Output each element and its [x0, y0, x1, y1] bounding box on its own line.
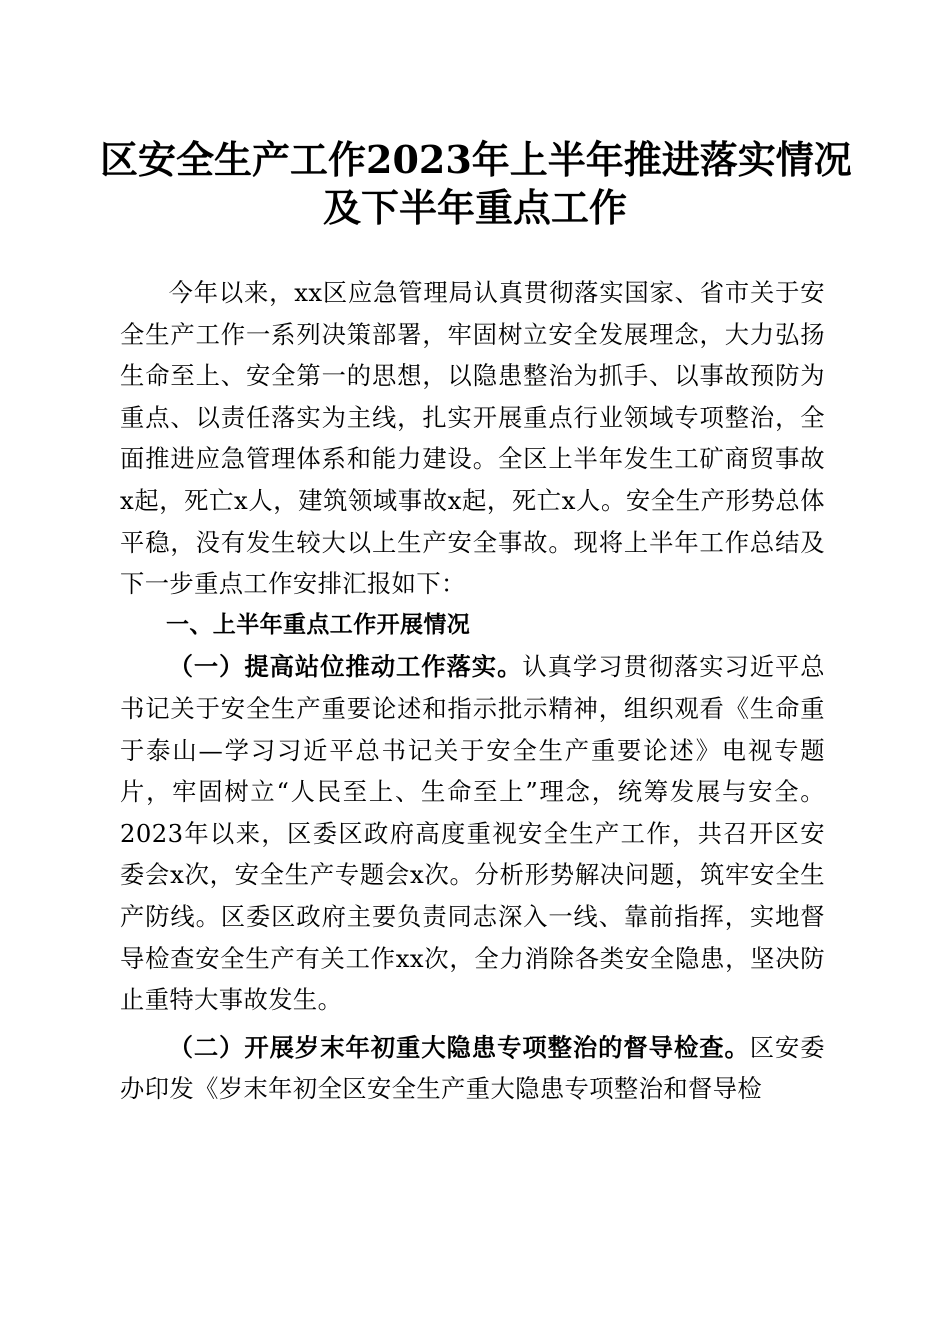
document-title-line-1: 区安全生产工作2023年上半年推进落实情况	[100, 137, 852, 182]
section-heading: 一、上半年重点工作开展情况	[166, 611, 471, 638]
item-2-lead: （二）开展岁末年初重大隐患专项整治的督导检查。	[168, 1032, 750, 1062]
item-2-body: 区安委办印发《岁末年初全区安全生产重大隐患专项整治和督导检	[120, 1032, 825, 1104]
item-1-lead: （一）提高站位推动工作落实。	[168, 652, 523, 682]
document-title-line-2: 及下半年重点工作	[322, 185, 627, 230]
item-1-paragraph	[120, 646, 825, 1020]
intro-paragraph: 今年以来，xx区应急管理局认真贯彻落实国家、省市关于安全生产工作一系列决策部署，牢固树立安全发展理念，大力弘扬生命至上、安全第一的思想，以隐患整治为抓手、以事故预防为重点、以责任落实为主线，扎实开展重点行业领域专项整治，全面推进应急管理体系和能力建设。全区上半年发生工矿商贸事故x起，死亡x人，建筑领域事故x起，死亡x人。安全生产形势总体平稳，没有发生较大以上生产安全事故。现将上半年工作总结及下一步重点工作安排汇报如下：	[120, 278, 825, 599]
document-body	[120, 272, 825, 1110]
item-1-body: 认真学习贯彻落实习近平总书记关于安全生产重要论述和指示批示精神，组织观看《生命重于泰山—学习习近平总书记关于安全生产重要论述》电视专题片，牢固树立“人民至上、生命至上”理念，统筹发展与安全。2023年以来，区委区政府高度重视安全生产工作，共召开区安委会x次，安全生产专题会x次。分析形势解决问题，筑牢安全生产防线。区委区政府主要负责同志深入一线、靠前指挥，实地督导检查安全生产有关工作xx次，全力消除各类安全隐患，坚决防止重特大事故发生。	[120, 652, 825, 1015]
item-2-paragraph	[120, 1027, 825, 1110]
